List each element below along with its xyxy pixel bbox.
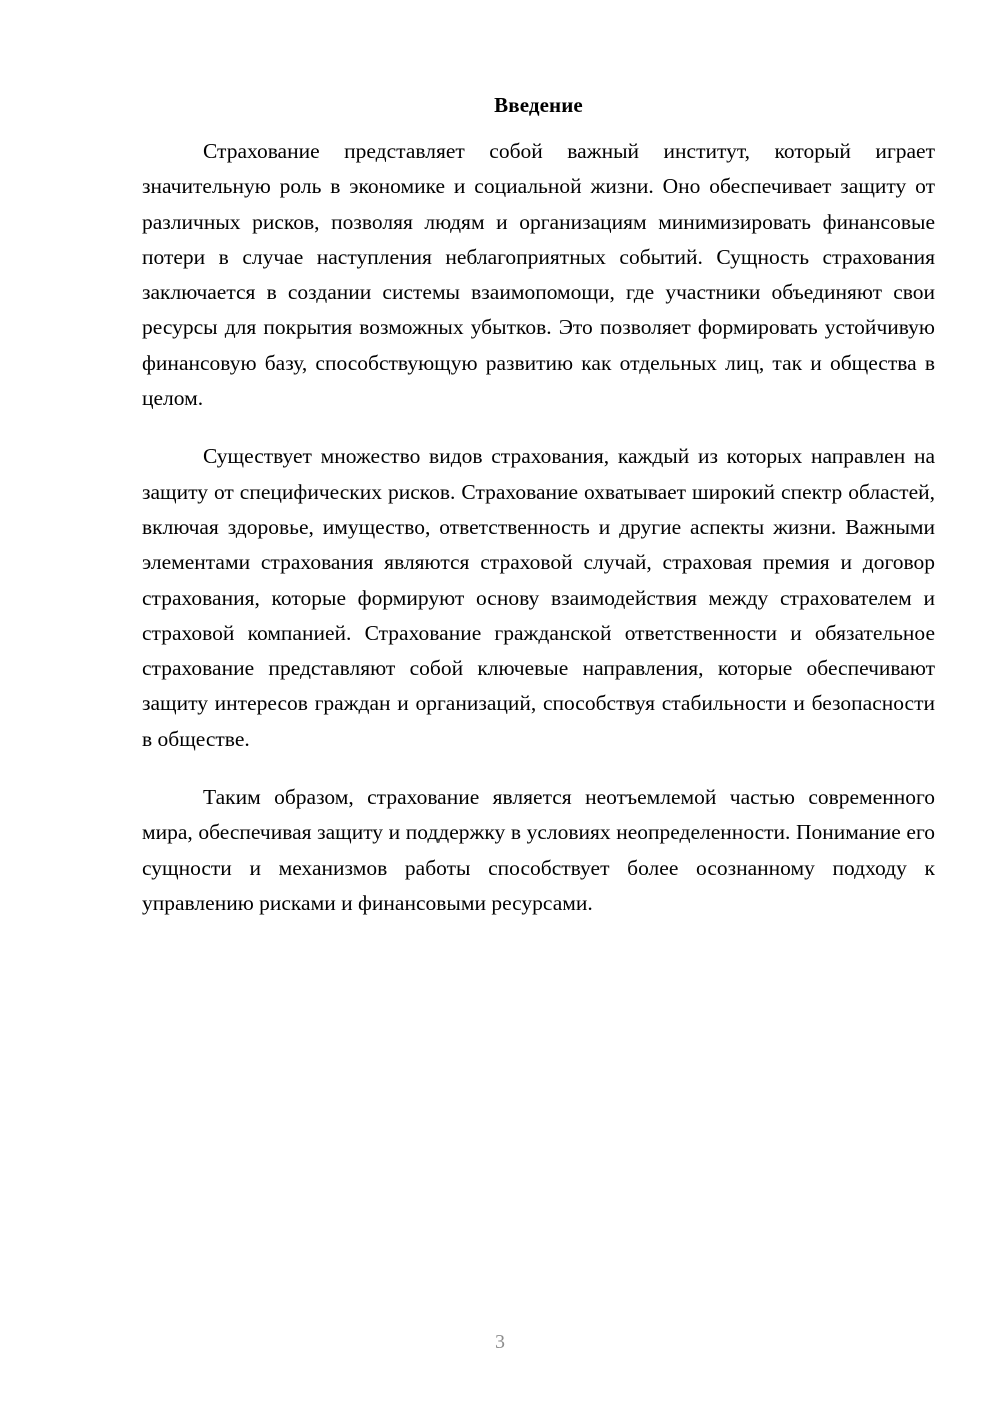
- document-body: [142, 88, 935, 921]
- body-paragraph: Таким образом, страхование является неотъемлемой частью современного мира, обеспечивая защиту и поддержку в условиях неопределенности. Понимание его сущности и механизмов работы способствует более осознанному подходу к управлению рисками и финансовыми ресурсами.: [142, 785, 935, 915]
- page-number: 3: [495, 1331, 505, 1353]
- page-title: Введение: [494, 93, 583, 117]
- body-paragraph: Страхование представляет собой важный институт, который играет значительную роль в экономике и социальной жизни. Оно обеспечивает защиту от различных рисков, позволяя людям и организациям минимизировать финансовые потери в случае наступления неблагоприятных событий. Сущность страхования заключается в создании системы взаимопомощи, где участники объединяют свои ресурсы для покрытия возможных убытков. Это позволяет формировать устойчивую финансовую базу, способствующую развитию как отдельных лиц, так и общества в целом.: [142, 139, 935, 411]
- body-paragraph: Существует множество видов страхования, каждый из которых направлен на защиту от специфических рисков. Страхование охватывает широкий спектр областей, включая здоровье, имущество, ответственность и другие аспекты жизни. Важными элементами страхования являются страховой случай, страховая премия и договор страхования, которые формируют основу взаимодействия между страхователем и страховой компанией. Страхование гражданской ответственности и обязательное страхование представляют собой ключевые направления, которые обеспечивают защиту интересов граждан и организаций, способствуя стабильности и безопасности в обществе.: [142, 444, 935, 751]
